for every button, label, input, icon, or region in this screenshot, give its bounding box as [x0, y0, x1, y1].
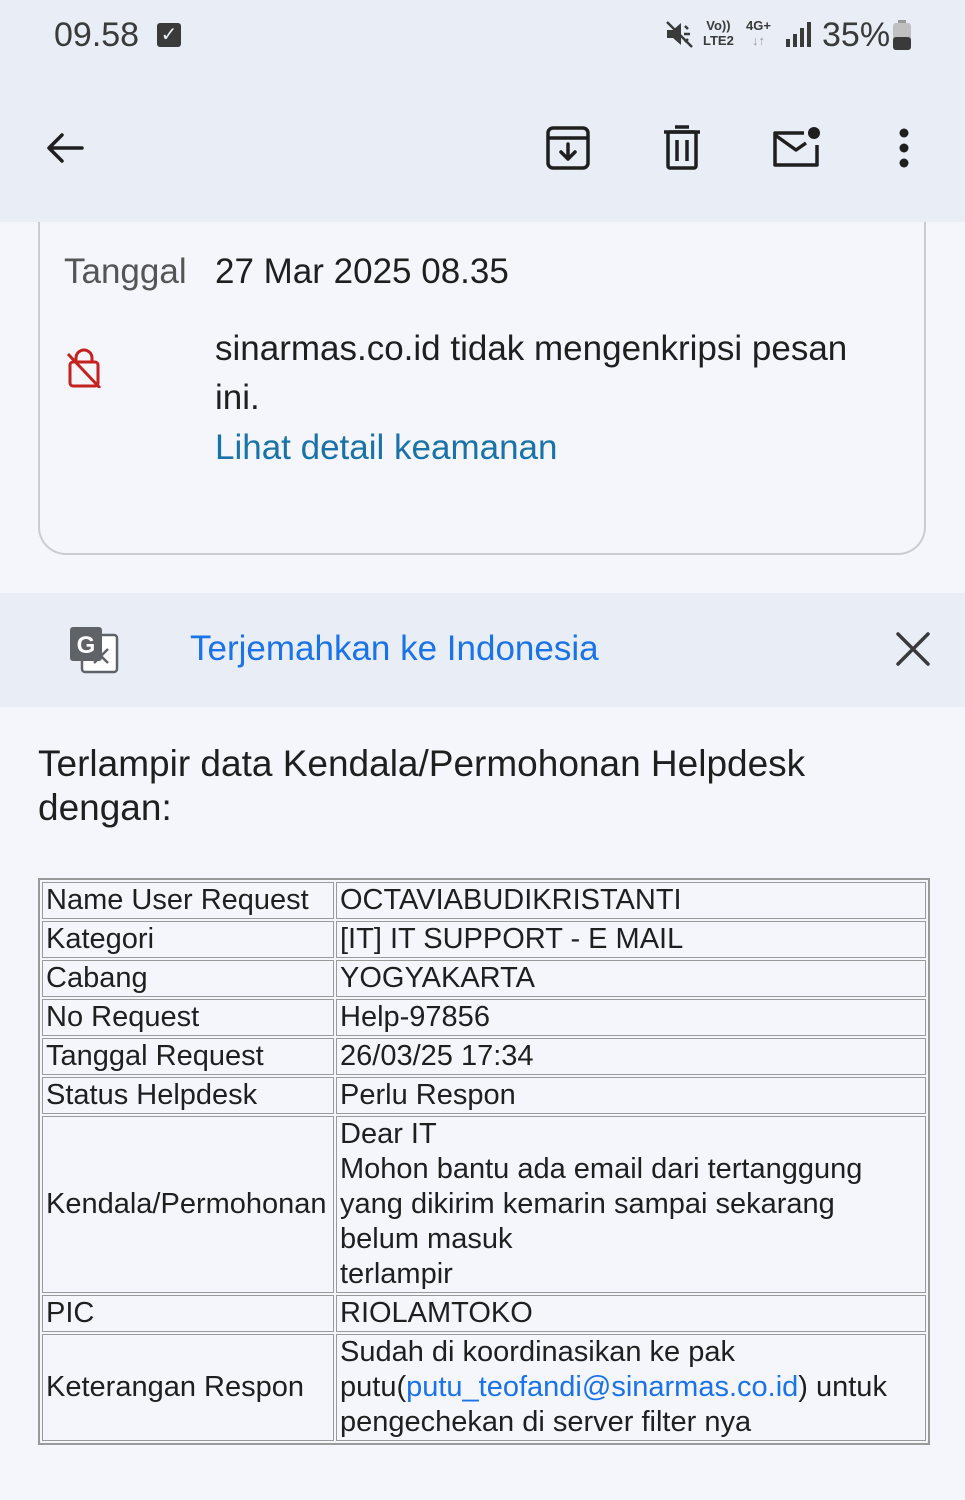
row-key: Name User Request	[42, 882, 334, 919]
network-indicator	[746, 18, 771, 48]
data-arrows-icon: ↓↑	[751, 33, 765, 48]
network-type: 4G+	[746, 18, 771, 33]
no-encryption-icon	[66, 348, 102, 388]
keterangan-line	[340, 1370, 922, 1405]
row-key: PIC	[42, 1295, 334, 1332]
date-label: Tanggal	[64, 252, 187, 291]
intro-line2: dengan:	[38, 787, 172, 828]
status-bar	[0, 0, 965, 72]
row-value: [IT] IT SUPPORT - E MAIL	[336, 921, 926, 958]
kendala-line: yang dikirim kemarin sampai sekarang	[340, 1188, 835, 1220]
back-arrow-icon	[42, 126, 86, 170]
keterangan-line: Sudah di koordinasikan ke pak	[340, 1336, 735, 1368]
email-link[interactable]: putu_teofandi@sinarmas.co.id	[406, 1371, 799, 1403]
battery-icon	[892, 20, 912, 50]
status-time: 09.58	[54, 16, 140, 54]
archive-button[interactable]	[540, 120, 596, 176]
keterangan-line: pengechekan di server filter nya	[340, 1406, 752, 1438]
row-value: OCTAVIABUDIKRISTANTI	[336, 882, 926, 919]
volte-top: Vo))	[706, 18, 731, 33]
encryption-notice-line2: ini.	[215, 378, 260, 417]
table-row	[42, 921, 926, 958]
kendala-line: terlampir	[340, 1258, 453, 1290]
row-key: No Request	[42, 999, 334, 1036]
row-key: Keterangan Respon	[42, 1334, 334, 1441]
svg-text:G: G	[76, 632, 96, 659]
kendala-line: Dear IT	[340, 1118, 437, 1150]
translate-button[interactable]: Terjemahkan ke Indonesia	[190, 629, 599, 668]
volte-bottom: LTE2	[703, 33, 734, 48]
row-value: YOGYAKARTA	[336, 960, 926, 997]
row-key: Kategori	[42, 921, 334, 958]
mark-unread-icon	[770, 125, 822, 171]
row-key: Cabang	[42, 960, 334, 997]
keterangan-text: ) untuk	[798, 1371, 887, 1403]
mark-unread-button[interactable]	[768, 120, 824, 176]
table-row-kendala	[42, 1116, 926, 1293]
close-icon[interactable]	[893, 629, 933, 669]
email-toolbar	[0, 100, 965, 192]
table-row	[42, 1077, 926, 1114]
table-row-pic	[42, 1295, 926, 1332]
notification-check-icon: ✓	[157, 23, 181, 47]
table-row	[42, 960, 926, 997]
more-vert-icon	[898, 127, 910, 169]
row-value: Help-97856	[336, 999, 926, 1036]
row-value: 26/03/25 17:34	[336, 1038, 926, 1075]
kendala-line: Mohon bantu ada email dari tertanggung	[340, 1153, 863, 1185]
table-row	[42, 882, 926, 919]
date-value: 27 Mar 2025 08.35	[215, 252, 509, 291]
row-key: Status Helpdesk	[42, 1077, 334, 1114]
intro-line1: Terlampir data Kendala/Permohonan Helpdesk	[38, 743, 806, 784]
encryption-notice	[215, 324, 905, 422]
helpdesk-table	[38, 878, 930, 1445]
battery-percent: 35%	[822, 16, 891, 54]
app-header	[0, 0, 965, 222]
row-key: Tanggal Request	[42, 1038, 334, 1075]
email-intro	[38, 742, 928, 830]
more-options-button[interactable]	[876, 120, 932, 176]
volte-indicator	[703, 18, 734, 48]
row-value-keterangan	[336, 1334, 926, 1441]
row-value-kendala	[336, 1116, 926, 1293]
mute-icon	[664, 18, 696, 50]
row-value: RIOLAMTOKO	[336, 1295, 926, 1332]
row-value: Perlu Respon	[336, 1077, 926, 1114]
table-row-keterangan	[42, 1334, 926, 1441]
table-row	[42, 1038, 926, 1075]
signal-icon	[784, 22, 814, 48]
delete-button[interactable]	[654, 120, 710, 176]
kendala-line: belum masuk	[340, 1223, 513, 1255]
trash-icon	[661, 125, 703, 171]
message-details-card	[38, 222, 926, 555]
keterangan-text: putu(	[340, 1371, 407, 1403]
back-button[interactable]	[36, 120, 92, 176]
archive-icon	[545, 125, 591, 171]
security-details-link[interactable]: Lihat detail keamanan	[215, 428, 558, 467]
translate-bar	[0, 593, 965, 707]
google-translate-icon	[68, 625, 120, 675]
encryption-notice-line1: sinarmas.co.id tidak mengenkripsi pesan	[215, 329, 848, 368]
table-row	[42, 999, 926, 1036]
row-key: Kendala/Permohonan	[42, 1116, 334, 1293]
